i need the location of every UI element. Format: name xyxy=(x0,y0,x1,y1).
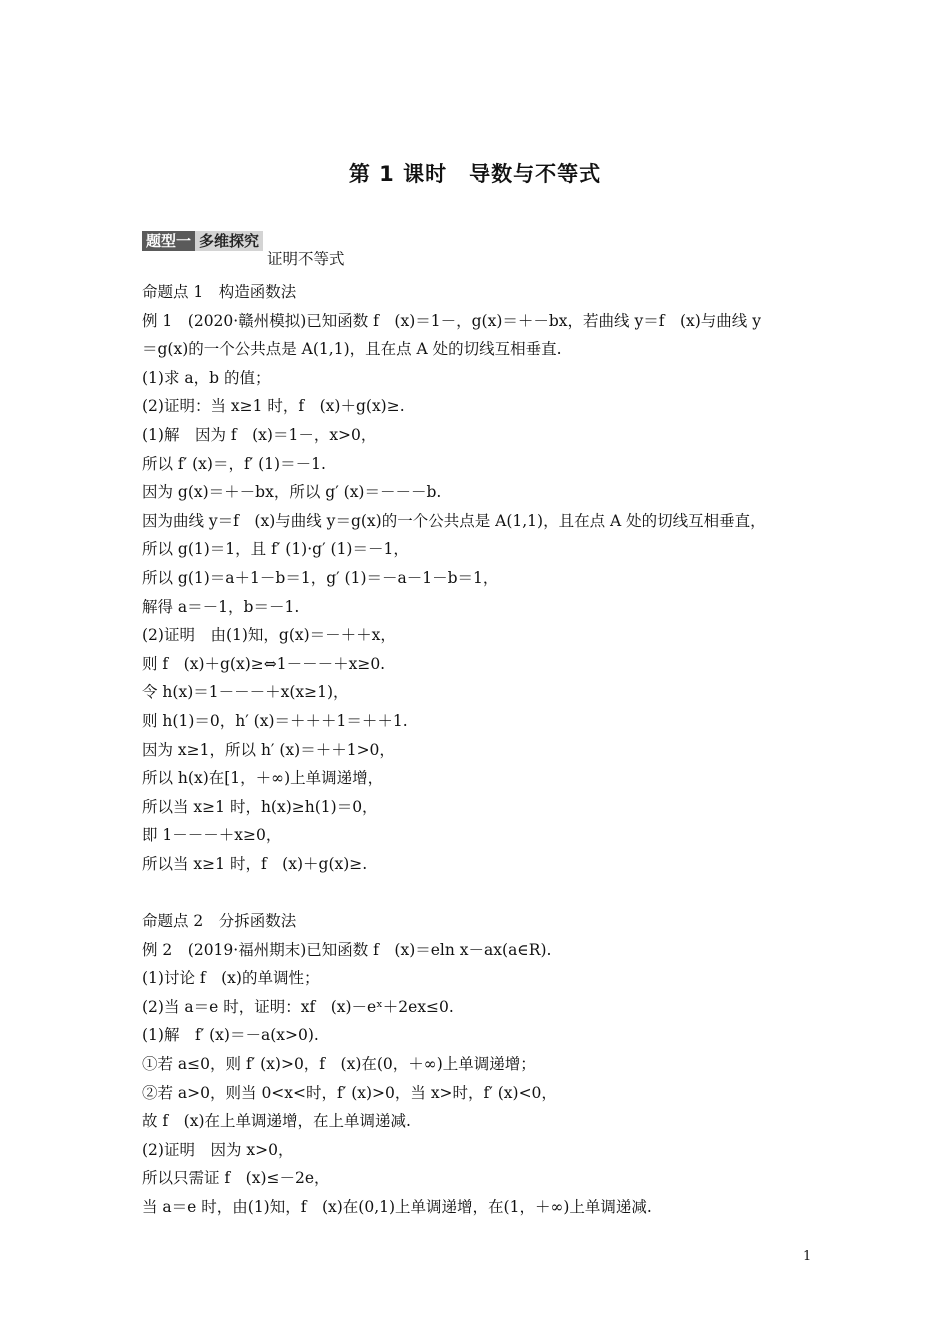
text-line: 所以 f′ (x)＝，f′ (1)＝－1. xyxy=(142,454,326,473)
badge-type-label: 题型一 xyxy=(142,231,195,251)
text-line: 所以 g(1)＝1，且 f′ (1)·g′ (1)＝－1， xyxy=(142,540,409,559)
document-body xyxy=(142,278,822,1222)
text-line: (2)当 a＝e 时，证明：xf (x)－eˣ＋2ex≤0. xyxy=(142,997,454,1016)
text-line: 因为曲线 y＝f (x)与曲线 y＝g(x)的一个公共点是 A(1,1)，且在点 A 处的切线互相垂直， xyxy=(142,511,766,530)
text-line: (2)证明 因为 x>0， xyxy=(142,1140,294,1159)
badge-category-label: 多维探究 xyxy=(195,231,263,251)
text-line: 令 h(x)＝1－－－＋x(x≥1)， xyxy=(142,683,349,702)
section-subtitle: 证明不等式 xyxy=(267,250,345,268)
text-line: 所以 h(x)在[1，＋∞)上单调递增， xyxy=(142,769,384,788)
text-line: 所以当 x≥1 时，h(x)≥h(1)＝0， xyxy=(142,797,378,816)
text-line: 解得 a＝－1，b＝－1. xyxy=(142,597,300,616)
text-line: (1)解 因为 f (x)＝1－，x>0， xyxy=(142,425,377,444)
text-line: (2)证明：当 x≥1 时，f (x)＋g(x)≥. xyxy=(142,397,405,416)
text-line: 所以当 x≥1 时，f (x)＋g(x)≥. xyxy=(142,854,368,873)
text-line: 命题点 1 构造函数法 xyxy=(142,283,297,301)
section-badge xyxy=(142,231,263,251)
text-line: 则 h(1)＝0，h′ (x)＝＋＋＋1＝＋＋1. xyxy=(142,711,408,730)
text-line: 因为 x≥1，所以 h′ (x)＝＋＋1>0， xyxy=(142,740,395,759)
text-line: (1)解 f′ (x)＝－a(x>0). xyxy=(142,1026,319,1045)
text-line: 即 1－－－＋x≥0， xyxy=(142,826,282,845)
page-number: 1 xyxy=(803,1249,812,1264)
text-line: 因为 g(x)＝＋－bx，所以 g′ (x)＝－－－b. xyxy=(142,483,442,502)
text-line: 所以只需证 f (x)≤－2e， xyxy=(142,1169,330,1188)
text-line: 所以 g(1)＝a＋1－b＝1，g′ (1)＝－a－1－b＝1， xyxy=(142,568,499,587)
text-line: 故 f (x)在上单调递增，在上单调递减. xyxy=(142,1112,411,1131)
text-line: ①若 a≤0，则 f′ (x)>0，f (x)在(0，＋∞)上单调递增； xyxy=(142,1055,536,1074)
text-line: (1)求 a，b 的值； xyxy=(142,368,271,387)
text-line: 则 f (x)＋g(x)≥⇔1－－－＋x≥0. xyxy=(142,654,386,673)
text-line: ②若 a>0，则当 0<x<时，f′ (x)>0，当 x>时，f′ (x)<0， xyxy=(142,1083,557,1102)
text-line: 命题点 2 分拆函数法 xyxy=(142,912,297,931)
text-line: 例 1 (2020·赣州模拟)已知函数 f (x)＝1－，g(x)＝＋－bx，若曲线 y＝f (x)与曲线 y xyxy=(142,311,761,330)
text-line: ＝g(x)的一个公共点是 A(1,1)，且在点 A 处的切线互相垂直. xyxy=(142,340,562,359)
text-line xyxy=(142,878,822,907)
page-title: 第 1 课时 导数与不等式 xyxy=(348,162,602,186)
text-line: (2)证明 由(1)知，g(x)＝－＋＋x， xyxy=(142,626,396,645)
text-line: (1)讨论 f (x)的单调性； xyxy=(142,969,320,988)
text-line: 当 a＝e 时，由(1)知，f (x)在(0,1)上单调递增，在(1，＋∞)上单调递减. xyxy=(142,1198,652,1216)
text-line: 例 2 (2019·福州期末)已知函数 f (x)＝eln x－ax(a∈R). xyxy=(142,940,552,959)
